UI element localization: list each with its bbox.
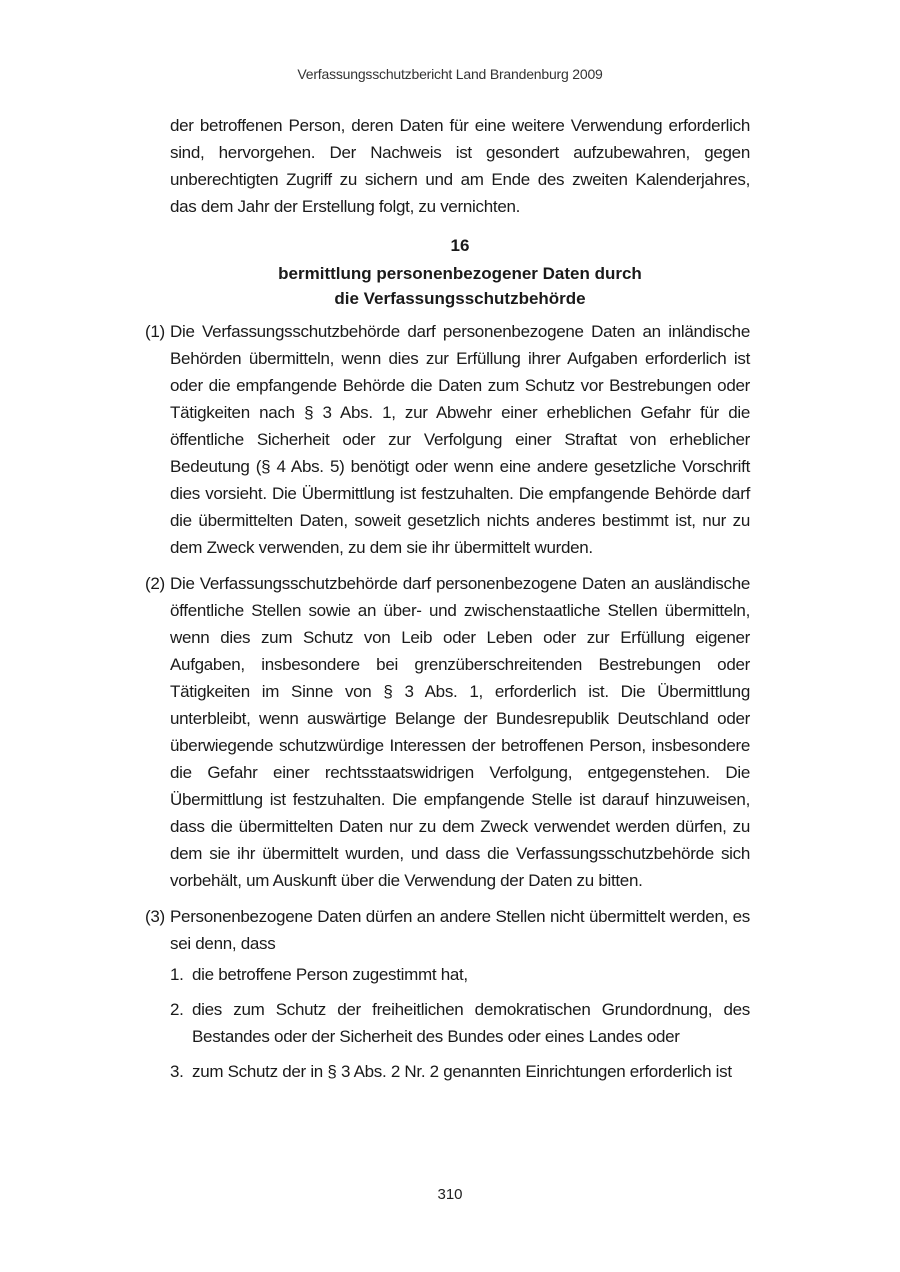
paragraph-text: Die Verfassungsschutzbehörde darf personenbezogene Daten an inländische Behörden übermitteln, wenn dies zur Erfüllung ihrer Aufgaben erforderlich ist oder die empfangende Behörde die Daten zum Schutz vor Bestrebungen oder Tätigkeiten nach § 3 Abs. 1, zur Abwehr einer erheblichen Gefahr für die öffentliche Sicherheit oder zur Verfolgung einer Straftat von erheblicher Bedeutung (§ 4 Abs. 5) benötigt oder wenn eine andere gesetzliche Vorschrift dies vorsieht. Die Übermittlung ist festzuhalten. Die empfangende Behörde darf die übermittelten Daten, soweit gesetzlich nichts anderes bestimmt ist, nur zu dem Zweck verwenden, zu dem sie ihr übermittelt wurden. xyxy=(170,322,750,557)
intro-text: der betroffenen Person, deren Daten für eine weitere Verwendung erforderlich sind, hervorgehen. Der Nachweis ist gesondert aufzubewahren, gegen unberechtigten Zugriff zu sichern und am Ende des zweiten Kalenderjahres, das dem Jahr der Erstellung folgt, zu vernichten. xyxy=(170,116,750,216)
paragraph-2 xyxy=(145,570,750,894)
section-title-line2: die Verfassungsschutzbehörde xyxy=(334,289,586,308)
list-item-number: 1. xyxy=(170,965,184,984)
paragraph-text: Personenbezogene Daten dürfen an andere Stellen nicht übermittelt werden, es sei denn, dass xyxy=(170,907,750,953)
list-item xyxy=(170,996,750,1050)
numbered-list xyxy=(170,961,750,1085)
intro-paragraph xyxy=(170,112,750,220)
running-header: Verfassungsschutzbericht Land Brandenburg 2009 xyxy=(297,66,603,82)
list-item-text: zum Schutz der in § 3 Abs. 2 Nr. 2 genannten Einrichtungen erforderlich ist xyxy=(192,1062,732,1081)
section-heading xyxy=(170,233,750,311)
list-item xyxy=(170,961,750,988)
section-number: 16 xyxy=(450,236,470,255)
paragraph-number: (1) xyxy=(145,322,165,341)
list-item-number: 2. xyxy=(170,1000,184,1019)
list-item-text: dies zum Schutz der freiheitlichen demokratischen Grundordnung, des Bestandes oder der Sicherheit des Bundes oder eines Landes oder xyxy=(192,1000,750,1046)
page-number: 310 xyxy=(437,1186,463,1203)
section-title-line1: bermittlung personenbezogener Daten durch xyxy=(278,264,642,283)
paragraph-number: (3) xyxy=(145,907,165,926)
list-item-text: die betroffene Person zugestimmt hat, xyxy=(192,965,468,984)
paragraph-number: (2) xyxy=(145,574,165,593)
paragraph-list xyxy=(145,318,750,1094)
paragraph-text: Die Verfassungsschutzbehörde darf personenbezogene Daten an ausländische öffentliche Stellen sowie an über- und zwischenstaatliche Stellen übermitteln, wenn dies zum Schutz von Leib oder Leben oder zur Erfüllung eigener Aufgaben, insbesondere bei grenzüberschreitenden Bestrebungen oder Tätigkeiten im Sinne von § 3 Abs. 1, erforderlich ist. Die Übermittlung unterbleibt, wenn auswärtige Belange der Bundesrepublik Deutschland oder überwiegende schutzwürdige Interessen der betroffenen Person, insbesondere die Gefahr einer rechtsstaatswidrigen Verfolgung, entgegenstehen. Die Übermittlung ist festzuhalten. Die empfangende Stelle ist darauf hinzuweisen, dass die übermittelten Daten nur zu dem Zweck verwendet werden dürfen, zu dem sie ihr übermittelt wurden, und dass die Verfassungsschutzbehörde sich vorbehält, um Auskunft über die Verwendung der Daten zu bitten. xyxy=(170,574,750,890)
paragraph-3 xyxy=(145,903,750,1085)
list-item-number: 3. xyxy=(170,1062,184,1081)
paragraph-1 xyxy=(145,318,750,561)
list-item xyxy=(170,1058,750,1085)
